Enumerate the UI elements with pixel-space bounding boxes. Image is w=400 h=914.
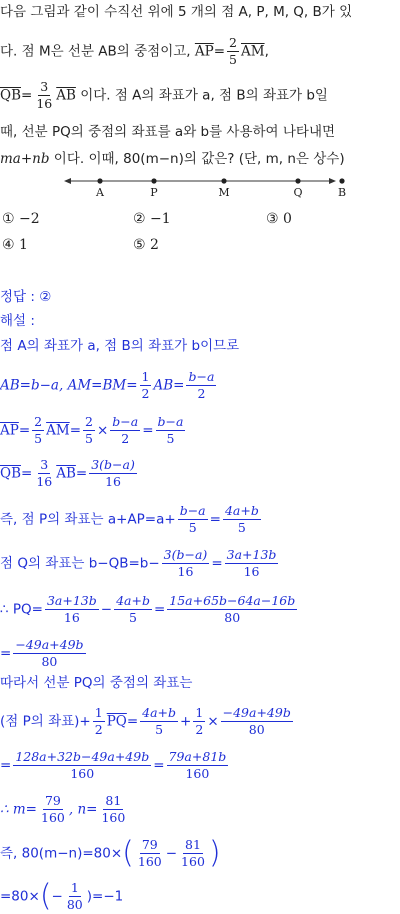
choice-1[interactable]: ① −2 <box>2 211 40 227</box>
problem-line-3: $\overline{QB}=$ $\frac{3}{16}$ $\overline{AB}$ 이다. 점 A의 좌표가 a, 점 B의 좌표가 b일 <box>0 79 328 111</box>
solution-line-9: 따라서 선분 PQ의 중점의 좌표는 <box>0 675 193 691</box>
answer: 정답 : ② <box>0 289 52 305</box>
point-q <box>295 178 300 183</box>
solution-line-7: ∴ PQ= $\frac{3a+13b}{16}$ − $\frac{4a+b}{5}$ = $\frac{15a+65b-64a-16b}{80}$ <box>0 593 296 625</box>
solution-line-10: (점 P의 좌표)+ $\frac{1}{2}$ $\overline{PQ}=$ $\frac{4a+b}{5}$ + $\frac{1}{2}$ × $\frac{-49a+49b}{80}$ <box>0 705 291 737</box>
problem-line-1: 다음 그림과 같이 수직선 위에 5 개의 점 A, P, M, Q, B가 있 <box>0 4 353 20</box>
solution-line-2: AB=b−a, AM=BM= $\frac{1}{2}$ AB= $\frac{b-a}{2}$ <box>0 369 215 401</box>
choice-5[interactable]: ⑤ 2 <box>133 237 159 253</box>
point-label-b: B <box>337 186 347 199</box>
solution-line-3: $\overline{AP}=$ $\frac{2}{5}$ $\overline{AM}=$ $\frac{2}{5}$ × $\frac{b-a}{2}$ = $\frac{b-a}{5}$ <box>0 414 184 446</box>
point-m <box>221 178 226 183</box>
point-label-q: Q <box>293 186 303 199</box>
fraction-2-5: $\frac{2}{5}$ <box>229 35 237 67</box>
solution-line-4: $\overline{QB}=$ $\frac{3}{16}$ $\overline{AB}=$ $\frac{3(b-a)}{16}$ <box>0 457 135 489</box>
solution-line-6: 점 Q의 좌표는 b−QB=b− $\frac{3(b-a)}{16}$ = $\frac{3a+13b}{16}$ <box>0 547 277 579</box>
solution-line-13: 즉, 80(m−n)=80×( $\frac{79}{160}$ − $\frac{81}{160}$ ) <box>0 835 221 871</box>
problem-line-2: 다. 점 M은 선분 AB의 중점이고, $\overline{AP}=$ $\frac{2}{5}$ $\overline{AM}$, <box>0 35 269 67</box>
fraction-3-16: $\frac{3}{16}$ <box>36 79 53 111</box>
point-label-a: A <box>96 186 104 199</box>
number-line <box>0 172 400 202</box>
solution-line-12: ∴ m= $\frac{79}{160}$ , n= $\frac{81}{160}$ <box>0 793 126 825</box>
solution-line-14: =80×(− $\frac{1}{80}$ )=−1 <box>0 878 124 914</box>
point-label-m: M <box>218 186 230 199</box>
choice-2[interactable]: ② −1 <box>133 211 171 227</box>
point-label-p: P <box>150 186 158 199</box>
point-p <box>151 178 156 183</box>
problem-line-5: ma+nb 이다. 이때, 80(m−n)의 값은? (단, m, n은 상수) <box>0 151 345 167</box>
point-b <box>339 178 344 183</box>
solution-line-5: 즉, 점 P의 좌표는 a+AP=a+ $\frac{b-a}{5}$ = $\frac{4a+b}{5}$ <box>0 503 259 535</box>
choice-3[interactable]: ③ 0 <box>266 211 292 227</box>
choice-4[interactable]: ④ 1 <box>2 237 28 253</box>
solution-line-8: = $\frac{-49a+49b}{80}$ <box>0 637 84 669</box>
solution-heading: 해설 : <box>0 313 35 329</box>
point-a <box>97 178 102 183</box>
solution-line-1: 점 A의 좌표가 a, 점 B의 좌표가 b이므로 <box>0 338 240 354</box>
solution-line-11: = $\frac{128a+32b-49a+49b}{160}$ = $\frac{79a+81b}{160}$ <box>0 749 227 781</box>
problem-line-4: 때, 선분 PQ의 중점의 좌표를 a와 b를 사용하여 나타내면 <box>0 124 336 140</box>
